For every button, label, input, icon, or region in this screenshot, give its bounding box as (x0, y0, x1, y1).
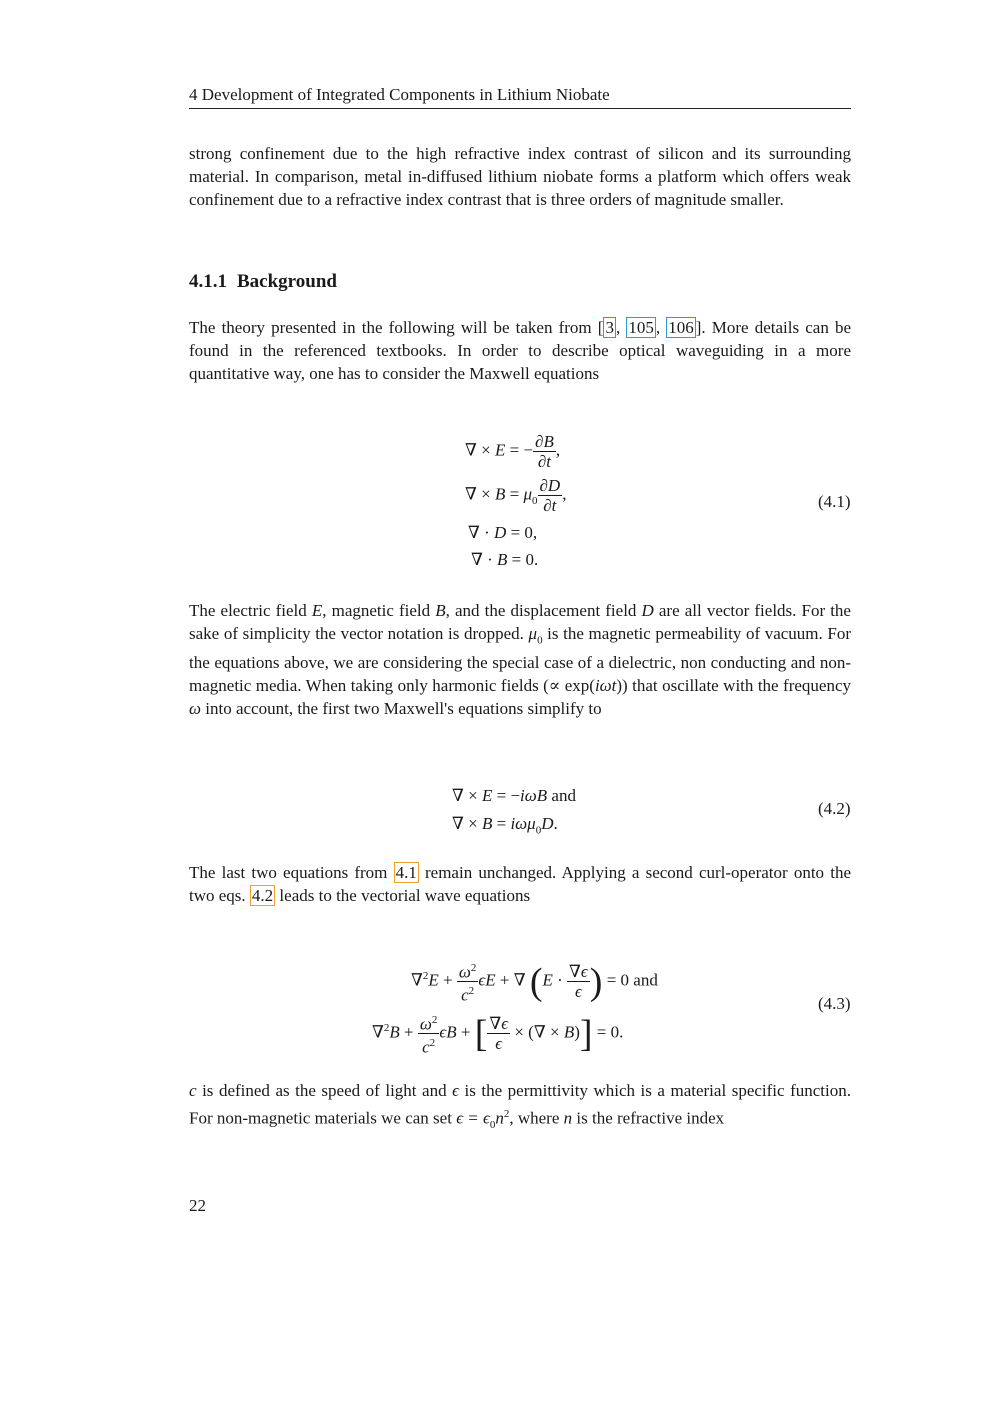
text: leads to the vectorial wave equations (279, 885, 531, 905)
text: The electric field (189, 601, 312, 620)
eq-div-d: ∇ · D = 0, (468, 523, 538, 542)
paragraph-intro: strong confinement due to the high refractive index contrast of silicon and its surrounding material. In comparison, metal in-diffused lithium niobate forms a platform which offers weak confinement due to a refractive index contrast that is three orders of magnitude smaller. (189, 144, 851, 209)
text: is the permittivity which is a material specific function. For non-magnetic materials we can set (189, 1081, 851, 1128)
text: The theory presented in the following will be taken from [ (189, 318, 604, 337)
math-var: μ (528, 623, 538, 643)
equation-number: (4.2) (818, 799, 851, 818)
text: is the magnetic permeability of vacuum. For the equations above, we are considering the special case of a dielectric, non conducting and non-magnetic media. When taking only harmonic fields (∝ exp( (189, 623, 852, 695)
text: , where (509, 1108, 564, 1128)
math-var: n (495, 1108, 504, 1128)
math-sup: 2 (503, 1107, 510, 1120)
text: , and the displacement field (445, 601, 642, 620)
eq-wave-e: ∇$^2$E + $\frac{\omega^2}{c^2}$ ϵE + ∇ (E · $\frac{\nabla\epsilon}{\epsilon}$ ) = 0 and (411, 953, 658, 1005)
citation-link-105[interactable]: 105 (628, 318, 654, 337)
paragraph-curl (189, 862, 851, 908)
text: remain unchanged. Applying a second curl-operator onto the two eqs. (189, 863, 851, 905)
equation-number: (4.3) (818, 994, 851, 1013)
section-number: 4.1.1 (189, 271, 227, 292)
text: and (551, 786, 576, 805)
chapter-title: 4 Development of Integrated Components in Lithium Niobate (189, 85, 610, 104)
text: )) that oscillate with the frequency (616, 675, 851, 695)
math-var: n (563, 1108, 573, 1128)
text: The last two equations from (189, 863, 394, 882)
text: ]. More details can be found in the referenced textbooks. In order to describe optical waveguiding in a more quantitative way, one has to consider the Maxwell equations (189, 318, 852, 383)
math-var: E (311, 601, 323, 620)
math-var: ω (189, 698, 202, 718)
text: and (633, 970, 658, 990)
running-header (189, 84, 851, 109)
eq-harmonic-b: ∇ × B = iωμ$_0$D. (452, 814, 558, 837)
eq-harmonic-e: ∇ × E = −iωB and (452, 786, 576, 805)
eq-div-b: ∇ · B = 0. (471, 550, 539, 569)
math-var: c (189, 1081, 197, 1100)
math-sub: 0 (489, 1118, 496, 1131)
math-sub: 0 (537, 634, 543, 647)
math-var: iωt (594, 675, 617, 695)
eq-curl-e: ∇ × E = − $\frac{\partial B}{\partial t}$ , (465, 432, 561, 471)
math-var: B (435, 601, 446, 620)
text: , magnetic field (322, 601, 436, 620)
math-expr: ϵ = ϵ (456, 1108, 490, 1128)
equation-ref-4-1[interactable]: 4.1 (395, 863, 417, 882)
paragraph-permittivity (189, 1080, 851, 1137)
citation-link-3[interactable]: 3 (605, 318, 614, 337)
section-heading (189, 271, 337, 293)
text: is defined as the speed of light and (196, 1081, 453, 1100)
text: is the refractive index (572, 1108, 725, 1128)
equation-number: (4.1) (818, 492, 851, 511)
text: into account, the first two Maxwell's equations simplify to (201, 698, 602, 718)
math-var: D (641, 601, 654, 620)
page-number: 22 (189, 1196, 206, 1215)
section-title: Background (237, 271, 337, 292)
eq-curl-b: ∇ × $B = \mu_0$ $\frac{\partial D}{\partial t}$ , (465, 476, 567, 515)
citation-link-106[interactable]: 106 (668, 318, 694, 337)
text: are all vector fields. For the sake of simplicity the vector notation is dropped. (189, 601, 851, 643)
paragraph-fields (189, 600, 851, 720)
eq-wave-b: ∇$^2$B + $\frac{\omega^2}{c^2}$ ϵB + [ $\frac{\nabla\epsilon}{\epsilon}$ × (∇ × B)] = 0. (372, 1005, 623, 1057)
equation-ref-4-2[interactable]: 4.2 (251, 885, 274, 905)
paragraph-theory: The theory presented in the following will be taken from [ 3 , 105 , 106 ]. More details can be found in the referenced textbooks. In order to describe optical waveguiding in a more quantitative way, one has to consider the Maxwell equations (189, 318, 852, 383)
math-var: ϵ (452, 1081, 459, 1100)
